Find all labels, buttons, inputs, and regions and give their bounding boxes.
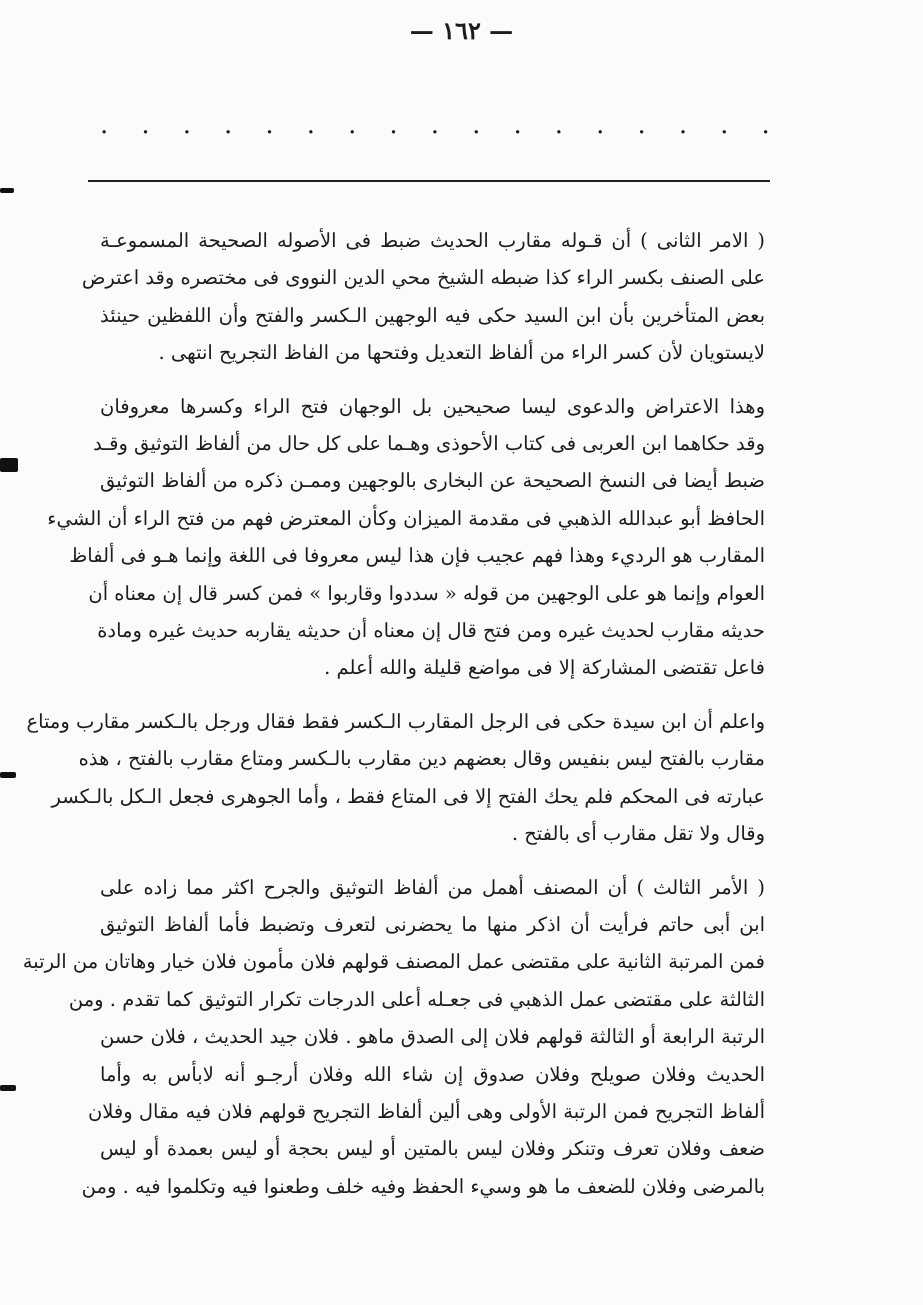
- text-line: على الصنف بكسر الراء كذا ضبطه الشيخ محي الدين النووى فى مختصره وقد اعترض: [81, 266, 765, 290]
- separator-dot: .: [637, 110, 646, 140]
- margin-mark: [0, 188, 14, 193]
- text-line: لايستويان لأن كسر الراء من ألفاظ التعديل وفتحها من الفاظ التجريح انتهى .: [158, 341, 765, 365]
- margin-mark: [0, 772, 16, 778]
- separator-dot: .: [100, 110, 109, 140]
- separator-dot: .: [306, 110, 315, 140]
- separator-dots: [100, 112, 770, 138]
- margin-mark: [0, 1085, 16, 1091]
- paragraph: [81, 222, 765, 372]
- separator-dot: .: [182, 110, 191, 140]
- separator-dot: .: [513, 110, 522, 140]
- document-body: [22, 222, 766, 1221]
- separator-dot: .: [472, 110, 481, 140]
- text-line: ضعف وفلان تعرف وتنكر وفلان ليس بالمتين أو ليس بحجة أو ليس بعمدة أو ليس: [100, 1137, 765, 1161]
- text-line: ألفاظ التجريح فمن الرتبة الأولى وهى ألين ألفاظ التجريح قولهم فلان فيه مقال وفلان: [87, 1099, 765, 1123]
- separator-dot: .: [224, 110, 233, 140]
- text-line: ضبط أيضا فى النسخ الصحيحة عن البخارى بالوجهين وممـن ذكره من ألفاظ التوثيق: [100, 469, 765, 493]
- text-line: مقارب بالفتح ليس بنفيس وقال بعضهم دين مقارب بالـكسر ومتاع مقارب بالفتح ، هذه: [78, 747, 765, 771]
- paragraph: [26, 703, 765, 853]
- text-line: ( الامر الثانى ) أن قـوله مقارب الحديث ضبط فى الأصوله الصحيحة المسموعـة: [100, 229, 765, 252]
- separator-dot: .: [265, 110, 274, 140]
- text-line: عبارته فى المحكم فلم يحك الفتح إلا فى المتاع فقط ، وأما الجوهرى فجعل الـكل بالـكسر: [51, 784, 765, 808]
- text-line: الحديث وفلان صويلح وفلان صدوق إن شاء الله وفلان أرجـو أنه لابأس به وأما: [100, 1062, 765, 1086]
- separator-dot: .: [389, 110, 398, 140]
- separator-dot: .: [348, 110, 357, 140]
- separator-dot: .: [761, 110, 770, 140]
- text-line: ابن أبى حاتم فرأيت أن اذكر منها ما يحضرنى لتعرف وتضبط فأما ألفاظ التوثيق: [100, 912, 765, 936]
- text-line: الرتبة الرابعة أو الثالثة قولهم فلان إلى الصدق ماهو . فلان جيد الحديث ، فلان حسن: [100, 1025, 766, 1049]
- separator-dot: .: [720, 110, 729, 140]
- horizontal-rule: [88, 180, 770, 182]
- paragraph: [22, 869, 766, 1206]
- text-line: وقد حكاهما ابن العربى فى كتاب الأحوذى وهـما على كل حال من ألفاظ التوثيق وقـد: [93, 432, 765, 456]
- page-number: — ١٦٢ —: [409, 16, 514, 45]
- separator-dot: .: [141, 110, 150, 140]
- text-line: واعلم أن ابن سيدة حكى فى الرجل المقارب الـكسر فقط فقال ورجل بالـكسر مقارب ومتاع: [26, 709, 765, 733]
- separator-dot: .: [678, 110, 688, 140]
- separator-dot: .: [430, 110, 440, 140]
- text-line: وقال ولا تقل مقارب أى بالفتح .: [511, 822, 765, 846]
- text-line: حديثه مقارب لحديث غيره ومن فتح قال إن معناه أن حديثه يقاربه حديث غيره ومادة: [97, 619, 765, 643]
- margin-mark: [0, 458, 18, 472]
- text-line: المقارب هو الرديء وهذا فهم عجيب فإن هذا ليس معروفا فى اللغة وإنما هـو فى ألفاظ: [69, 544, 765, 568]
- text-line: العوام وإنما هو على الوجهين من قوله « سددوا وقاربوا » فمن كسر قال إن معناه أن: [88, 581, 765, 605]
- text-line: بعض المتأخرين بأن ابن السيد حكى فيه الوجهين الـكسر والفتح وأن اللفظين حينئذ: [100, 303, 765, 327]
- paragraph: [47, 388, 765, 687]
- text-line: فاعل تقتضى المشاركة إلا فى مواضع قليلة والله أعلم .: [324, 656, 765, 680]
- separator-dot: .: [554, 110, 564, 140]
- text-line: الثالثة على مقتضى عمل الذهبي فى جعـله أعلى الدرجات تكرار التوثيق كما تقدم . ومن: [68, 987, 765, 1011]
- text-line: وهذا الاعتراض والدعوى ليسا صحيحين بل الوجهان فتح الراء وكسرها معروفان: [100, 394, 765, 418]
- separator-dot: .: [596, 110, 605, 140]
- text-line: الحافظ أبو عبدالله الذهبي فى مقدمة الميزان وكأن المعترض فهم من فتح الراء أن الشيء: [47, 506, 765, 530]
- text-line: بالمرضى وفلان للضعف ما هو وسيء الحفظ وفيه خلف وطعنوا فيه وتكلموا فيه . ومن: [81, 1174, 765, 1198]
- text-line: ( الأمر الثالث ) أن المصنف أهمل من ألفاظ التوثيق والجرح اكثر مما زاده على: [100, 875, 765, 899]
- text-line: فمن المرتبة الثانية على مقتضى عمل المصنف قولهم فلان مأمون فلان خيار وهاتان من الرتبة: [22, 950, 765, 974]
